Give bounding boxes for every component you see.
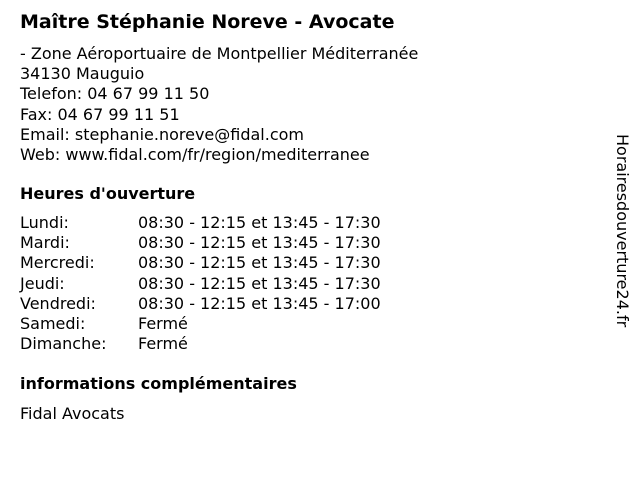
hours-time: 08:30 - 12:15 et 13:45 - 17:30 (138, 233, 381, 253)
hours-time: 08:30 - 12:15 et 13:45 - 17:30 (138, 273, 381, 293)
hours-time: 08:30 - 12:15 et 13:45 - 17:30 (138, 213, 381, 232)
opening-hours-heading: Heures d'ouverture (20, 184, 196, 203)
hours-day: Mercredi: (20, 253, 95, 273)
address-line-2: 34130 Mauguio (20, 64, 145, 84)
hours-row-friday (20, 294, 381, 314)
hours-time: Fermé (138, 313, 188, 333)
hours-row-sunday (20, 334, 381, 354)
fax-text: Fax: 04 67 99 11 51 (20, 104, 180, 124)
hours-row-wednesday (20, 253, 381, 273)
additional-info-heading: informations complémentaires (20, 374, 297, 393)
email-text: Email: stephanie.noreve@fidal.com (20, 124, 304, 144)
hours-day: Samedi: (20, 313, 86, 333)
hours-day: Mardi: (20, 233, 70, 253)
web-text: Web: www.fidal.com/fr/region/mediterranee (20, 144, 370, 164)
contact-block (20, 44, 418, 165)
opening-hours-table (20, 213, 381, 354)
page-title: Maître Stéphanie Noreve - Avocate (20, 11, 395, 33)
additional-info-text: Fidal Avocats (20, 404, 125, 423)
hours-row-thursday (20, 274, 381, 294)
site-watermark: Horairesdouverture24.fr (613, 134, 632, 328)
hours-row-monday (20, 213, 381, 233)
hours-day: Dimanche: (20, 334, 107, 354)
hours-time: 08:30 - 12:15 et 13:45 - 17:30 (138, 253, 381, 273)
hours-row-tuesday (20, 233, 381, 253)
hours-row-saturday (20, 314, 381, 334)
address-line-1: - Zone Aéroportuaire de Montpellier Méditerranée (20, 44, 419, 63)
hours-day: Lundi: (20, 213, 69, 232)
hours-day: Jeudi: (20, 273, 65, 293)
hours-day: Vendredi: (20, 293, 96, 313)
hours-time: Fermé (138, 334, 188, 354)
phone-text: Telefon: 04 67 99 11 50 (20, 84, 210, 104)
hours-time: 08:30 - 12:15 et 13:45 - 17:00 (138, 293, 381, 313)
